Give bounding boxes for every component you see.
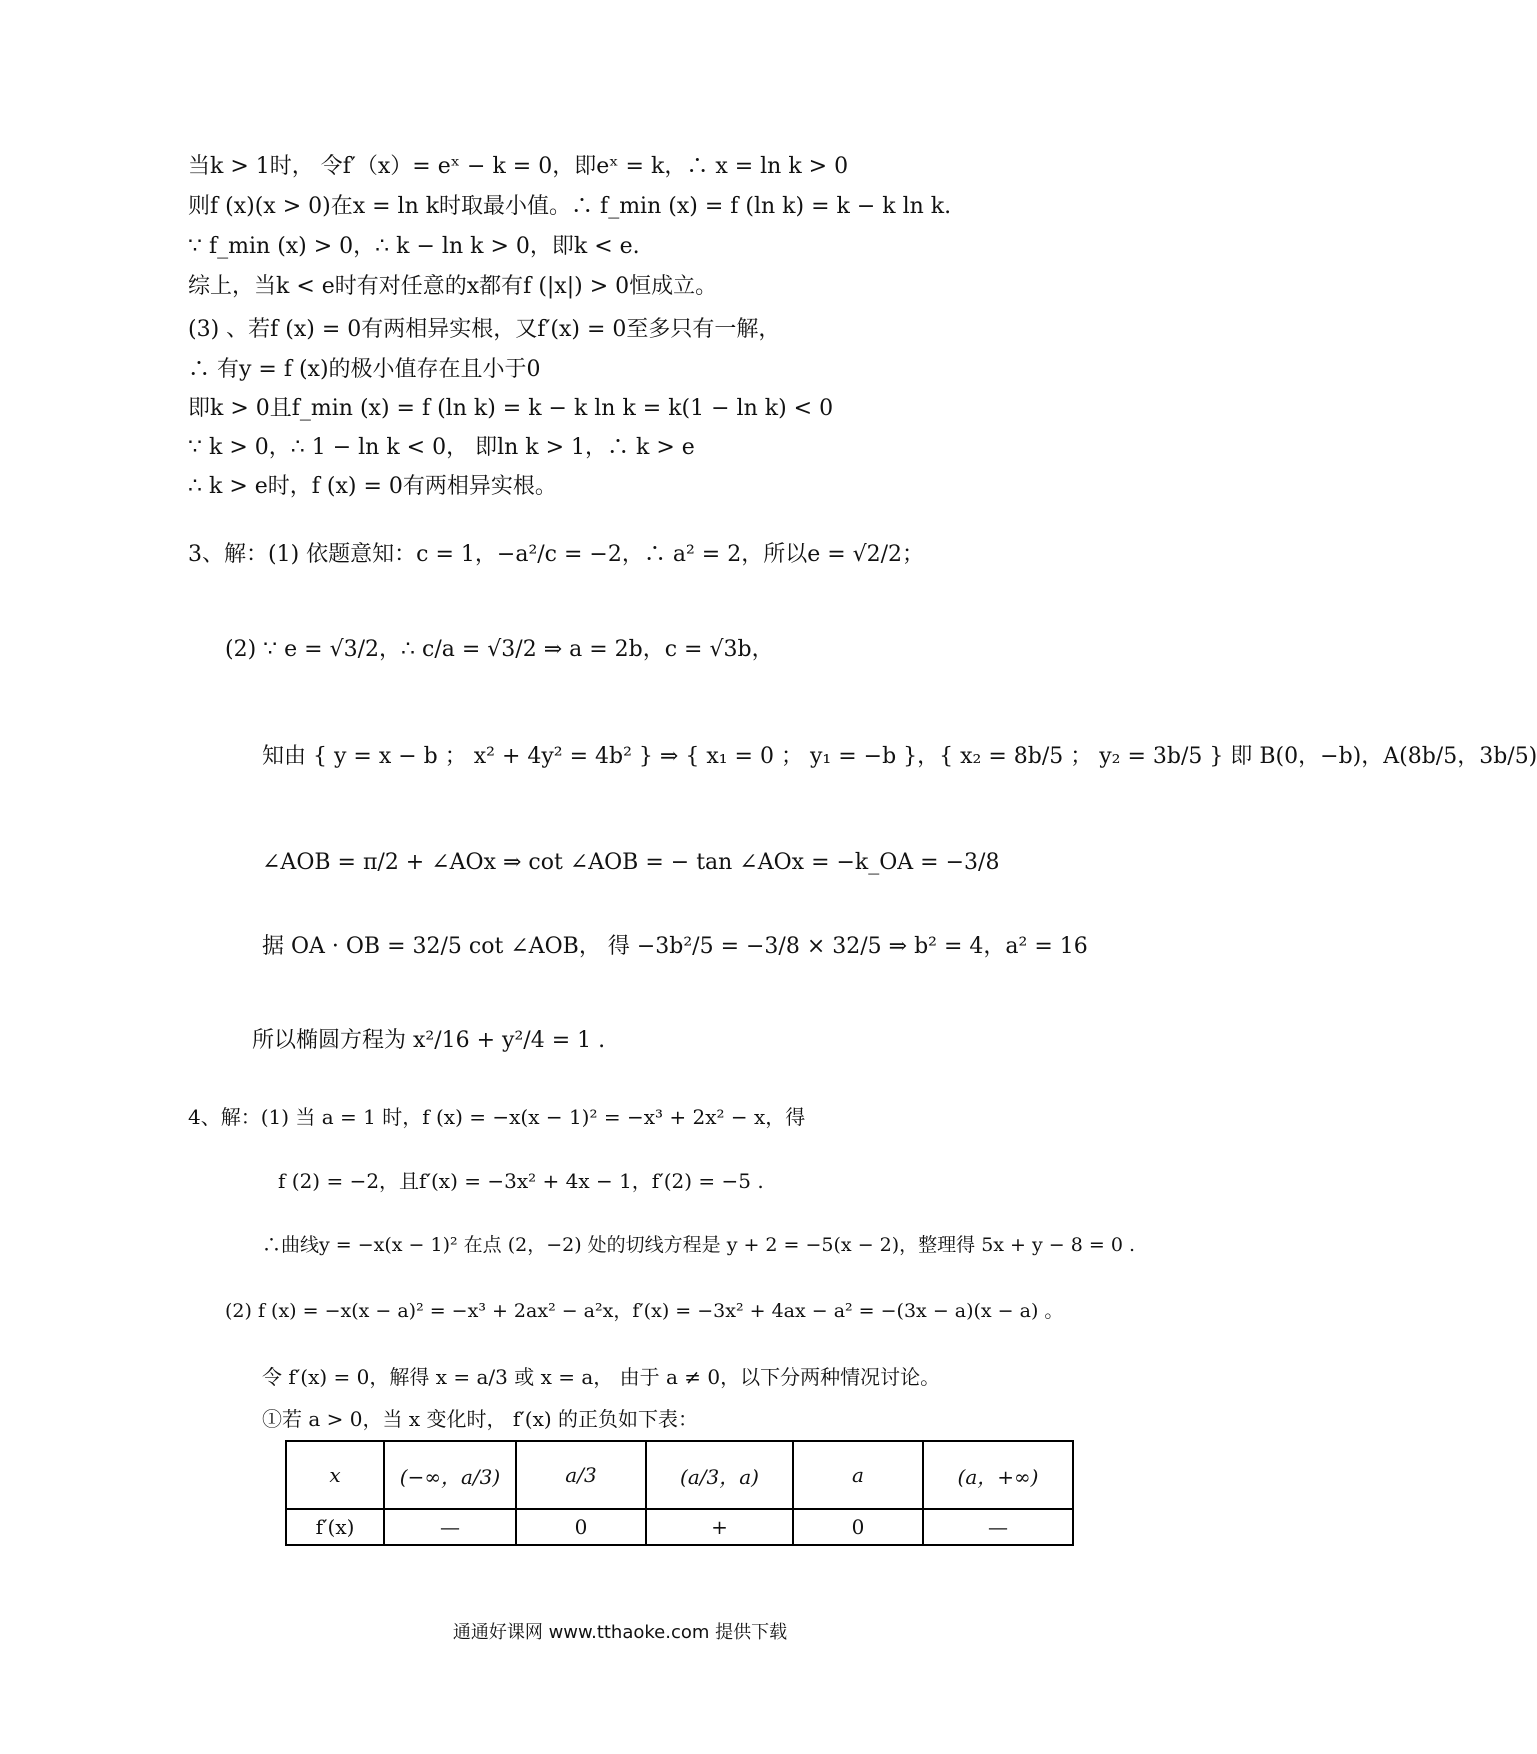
solution-line-2: 则f (x)(x > 0)在x = ln k时取最小值。∴ f_min (x) = f (ln k) = k − k ln k. xyxy=(188,194,952,219)
problem3-line-5: 据 OA · OB = 32/5 cot ∠AOB， 得 −3b²/5 = −3/8 × 32/5 ⇒ b² = 4，a² = 16 xyxy=(262,934,1088,959)
problem3-line-1: 3、解：(1) 依题意知：c = 1，−a²/c = −2，∴ a² = 2，所以e = √2/2； xyxy=(188,542,925,567)
problem4-line-6: ①若 a > 0，当 x 变化时， f′(x) 的正负如下表： xyxy=(262,1407,699,1431)
solution-line-6: ∴ 有y = f (x)的极小值存在且小于0 xyxy=(188,357,541,382)
solution-line-7: 即k > 0且f_min (x) = f (ln k) = k − k ln k = k(1 − ln k) < 0 xyxy=(188,396,834,421)
table-cell: 0 xyxy=(793,1509,923,1545)
table-cell: — xyxy=(384,1509,516,1545)
sign-table-wrapper xyxy=(285,1440,1060,1546)
solution-line-9: ∴ k > e时，f (x) = 0有两相异实根。 xyxy=(188,474,557,499)
solution-line-1: 当k > 1时， 令f′（x）= eˣ − k = 0，即eˣ = k，∴ x = ln k > 0 xyxy=(188,154,849,179)
table-cell: (−∞，a/3) xyxy=(384,1441,516,1509)
solution-line-3: ∵ f_min (x) > 0，∴ k − ln k > 0，即k < e. xyxy=(188,234,640,259)
problem4-line-4: (2) f (x) = −x(x − a)² = −x³ + 2ax² − a²x，f′(x) = −3x² + 4ax − a² = −(3x − a)(x − a) 。 xyxy=(225,1300,1064,1322)
problem4-line-1: 4、解：(1) 当 a = 1 时，f (x) = −x(x − 1)² = −x³ + 2x² − x，得 xyxy=(188,1105,806,1129)
problem4-line-2: f (2) = −2，且f′(x) = −3x² + 4x − 1，f′(2) = −5 . xyxy=(278,1169,764,1193)
solution-line-8: ∵ k > 0，∴ 1 − ln k < 0， 即ln k > 1，∴ k > e xyxy=(188,435,695,460)
table-row xyxy=(286,1441,1073,1509)
table-cell: + xyxy=(646,1509,793,1545)
table-cell: (a/3，a) xyxy=(646,1441,793,1509)
solution-line-5: (3) 、若f (x) = 0有两相异实根，又f′(x) = 0至多只有一解， xyxy=(188,317,781,342)
sign-table xyxy=(285,1440,1074,1546)
problem3-line-6: 所以椭圆方程为 x²/16 + y²/4 = 1 . xyxy=(252,1028,606,1053)
problem3-line-3: 知由 { y = x − b ； x² + 4y² = 4b² } ⇒ { x₁ = 0 ； y₁ = −b }，{ x₂ = 8b/5 ； y₂ = 3b/5 } 即 B(0，−b)，A(8b/5，3b/5) xyxy=(262,744,1537,769)
table-cell: 0 xyxy=(516,1509,646,1545)
problem4-line-3: ∴曲线y = −x(x − 1)² 在点 (2，−2) 处的切线方程是 y + 2 = −5(x − 2)，整理得 5x + y − 8 = 0 . xyxy=(262,1234,1135,1256)
table-cell: x xyxy=(286,1441,384,1509)
table-cell: a/3 xyxy=(516,1441,646,1509)
problem3-line-4: ∠AOB = π/2 + ∠AOx ⇒ cot ∠AOB = − tan ∠AOx = −k_OA = −3/8 xyxy=(262,850,1000,875)
table-cell: a xyxy=(793,1441,923,1509)
page-footer: 通通好课网 www.tthaoke.com 提供下载 xyxy=(452,1622,788,1643)
table-cell: f′(x) xyxy=(286,1509,384,1545)
table-row xyxy=(286,1509,1073,1545)
solution-line-4: 综上，当k < e时有对任意的x都有f (|x|) > 0恒成立。 xyxy=(188,274,718,299)
table-cell: (a，+∞) xyxy=(923,1441,1073,1509)
problem3-line-2: (2) ∵ e = √3/2，∴ c/a = √3/2 ⇒ a = 2b，c = √3b， xyxy=(225,637,774,662)
problem4-line-5: 令 f′(x) = 0，解得 x = a/3 或 x = a， 由于 a ≠ 0，以下分两种情况讨论。 xyxy=(262,1365,941,1389)
table-cell: — xyxy=(923,1509,1073,1545)
